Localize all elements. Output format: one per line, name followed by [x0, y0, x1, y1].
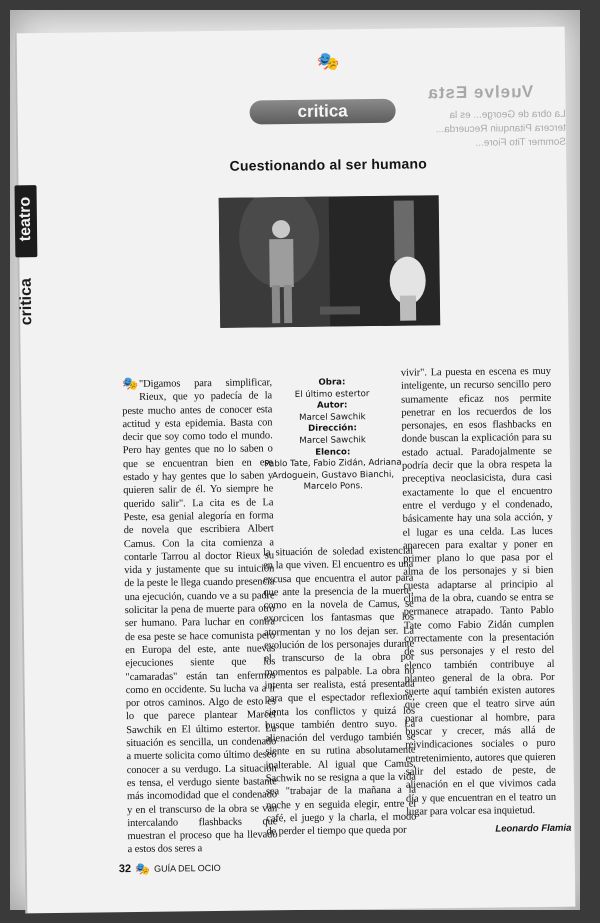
- bleed-through-title: Vuelve Esta: [427, 82, 534, 103]
- page-footer: [119, 860, 279, 876]
- page-number: 32: [118, 863, 132, 876]
- credit-heading: Autor:: [316, 400, 348, 411]
- side-label-critica: critica: [17, 278, 36, 326]
- credit-heading: Obra:: [318, 377, 346, 388]
- magazine-page: [15, 27, 576, 914]
- theatre-masks-icon: 🎭: [121, 376, 139, 393]
- section-side-label: [11, 95, 39, 326]
- bleed-through-body: La obra de George... es la tercera Pitanquin Recuerda... Sommer Tito Fiore...: [435, 108, 567, 149]
- article-text: la situación de soledad existencial en la que viven. El encuentro es una excusa que encuentra el autor para que ante la presencia de la muerte, como en la novela de Camus, se exorcicen los fantasmas que los atormentan y no los dejan ser. La evolución de los personajes durante el transcurso de la obra por momentos es palpable. La obra no intenta ser realista, está presentada para que el espectador reflexione, sienta los conflictos y quizá los busque también dentro suyo. La alienación del verdugo también se siente en su rutina absolutamente inalterable. Al igual que Camus, Sachwik no se resigna a que la vida sea "trabajar de la mañana a la noche y en seguida elegir, entre el café, el juego y la charla, el modo de perder el tiempo que queda por: [262, 545, 417, 838]
- play-photo: [219, 195, 441, 328]
- article-text: "Digamos para simplificar, Rieux, que yo padecía de la peste mucho antes de conocer esta actitud y esta epidemia. Basta con decir que soy como todo el mundo. Pero hay gentes que no lo saben o que se encuentran bien en ese estado y hay gentes que lo saben y quieren salir de él. Yo siempre he querido salir". La cita es de La Peste, esa genial alegoría en forma de novela que escribiera Albert Camus. Con la cita comienza a contarle Tarrou al doctor Rieux su vida y justamente que su intuición de la peste le llega cuando presencia una ejecución, cuando ve a su padre solicitar la pena de muerte para otro ser humano. Para luchar en contra de esa peste se hace comunista pero en Europa del este, ante nuevas ejecuciones siente que los "camaradas" están tan enfermos como en occidente. Su lucha va a ir por otros caminos. Algo de esto es lo que parece plantear Marcel Sawchik en El último estertor. La situación es sencilla, un condenado a muerte solicita como último deseo conocer a su verdugo. La situación es tensa, el verdugo siente bastante más incomodidad que el condenado y en el transcurso de la obra se van intercalando flashbacks que muestran el proceso que ha llevado a estos dos seres a: [122, 377, 278, 856]
- article-text: vivir". La puesta en escena es muy inteligente, un recurso sencillo pero sumamente eficaz nos permite penetrar en los recuerdos de los personajes, en esos flashbacks en donde buscan la explicación para su estado actual. Paradojalmente se podría decir que la obra respeta la preceptiva neoclasicista, dura casi exactamente lo que el encuentro entre el verdugo y el condenado, básicamente hay una sola acción, y el lugar es una celda. Las luces aparecen para exaltar y poner en primer plano lo que pasa por el alma de los personajes y si bien cuesta adaptarse al principio al clima de la obra, cuando se entra se permanece atrapado. Tanto Pablo Tate como Fabio Zidán cumplen correctamente con la presentación de sus personajes y el resto del elenco también contribuye al planteo general de la obra. Por suerte aquí también existen autores que creen que el teatro sirve aún para cuestionar al hombre, para buscar y crecer, más allá de reivindicaciones sociales o puro entretenimiento, autores que quieren salir del estado de peste, de alienación en el que vivimos cada día y que encuentran en el teatro un lugar para volcar esa inquietud.: [400, 365, 557, 818]
- credit-heading: Elenco:: [315, 446, 351, 458]
- article-column-2: [263, 545, 417, 839]
- credit-value: Pablo Tate, Fabio Zidán, Adriana Ardoguein, Gustavo Bianchi, Marcelo Pons.: [264, 457, 402, 493]
- article-headline: Cuestionando al ser humano: [229, 155, 428, 174]
- credits-block: [257, 377, 408, 495]
- article-column-3: [401, 365, 557, 819]
- article-author: Leonardo Flamia: [495, 822, 572, 835]
- side-label-teatro: teatro: [16, 196, 35, 242]
- credit-value: Marcel Sawchik: [299, 435, 366, 446]
- credit-value: El último estertor: [294, 388, 370, 400]
- publication-name: GUÍA DEL OCIO: [154, 862, 221, 874]
- theatre-masks-icon: 🎭: [135, 861, 151, 876]
- credit-value: Marcel Sawchik: [299, 411, 366, 423]
- credit-heading: Dirección:: [308, 423, 357, 435]
- theatre-masks-icon: 🎭: [316, 51, 340, 73]
- section-pill: critica: [249, 99, 395, 125]
- article-column-1: [122, 376, 278, 856]
